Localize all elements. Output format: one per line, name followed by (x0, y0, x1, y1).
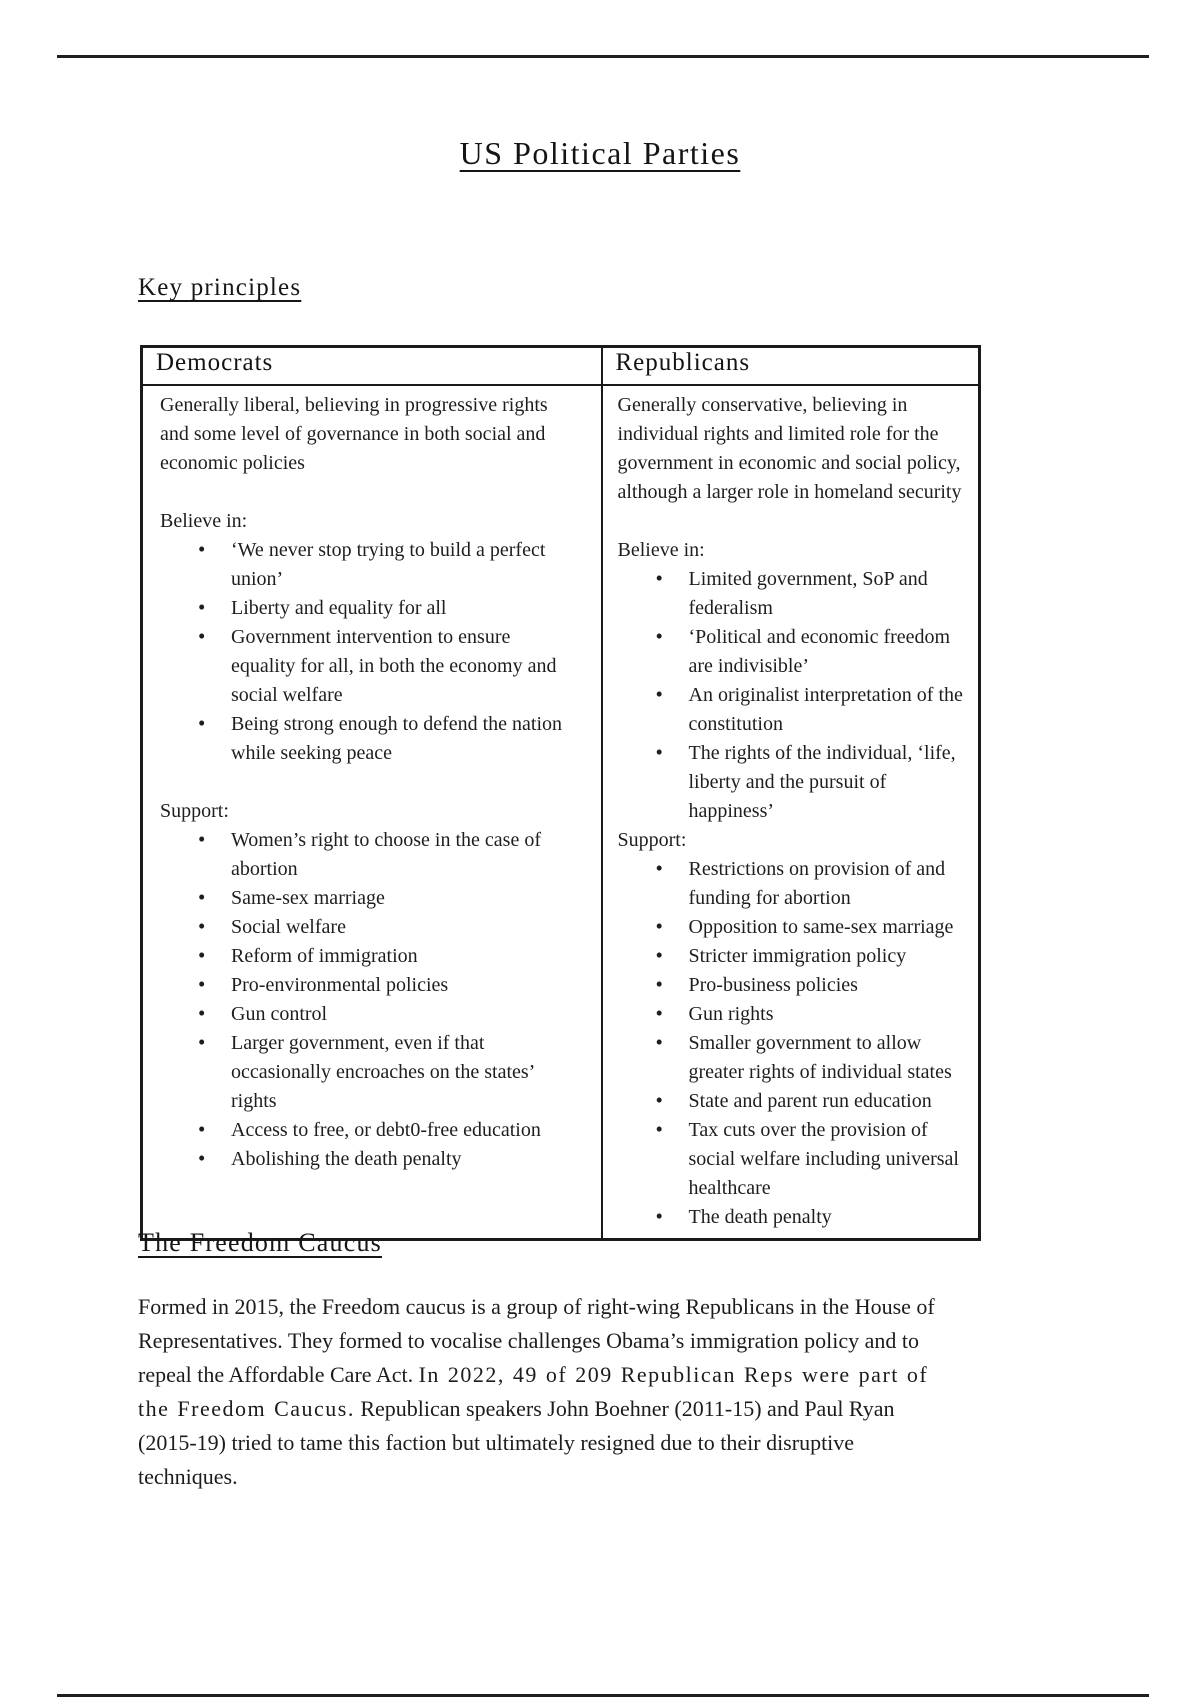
bullet-item: • Gun rights (689, 1000, 971, 1029)
table-header-republicans: Republicans (602, 347, 980, 386)
bullet-item: • Being strong enough to defend the nation while seeking peace (231, 710, 579, 768)
bullet-item: • Reform of immigration (231, 942, 579, 971)
bullet-item: • Limited government, SoP and federalism (689, 565, 971, 623)
table-header-row (142, 347, 980, 386)
democrats-believe-label: Believe in: (160, 510, 248, 532)
bullet-item: • Larger government, even if that occasionally encroaches on the states’ rights (231, 1029, 579, 1116)
bullet-item: • Smaller government to allow greater rights of individual states (689, 1029, 971, 1087)
republicans-support-list (618, 855, 971, 1232)
bottom-rule (57, 1694, 1149, 1697)
paragraph-text-1: Formed in 2015, the Freedom caucus is a group of right-wing Republicans in the House of Representatives. They formed to vocalise challenges Obama’s immigration policy and to repeal the Affordable Care Act. (138, 1294, 935, 1387)
bullet-item: • Pro-environmental policies (231, 971, 579, 1000)
section-heading-key-principles: Key principles (138, 274, 302, 301)
bullet-item: • Gun control (231, 1000, 579, 1029)
paragraph-text-spaced: In 2022, 49 of 209 Republican Reps were part of the Freedom Caucus. (138, 1362, 929, 1421)
bullet-item: • Opposition to same-sex marriage (689, 913, 971, 942)
table-body-row (142, 385, 980, 1240)
bullet-item: • Access to free, or debt0-free education (231, 1116, 579, 1145)
bullet-item: • The death penalty (689, 1203, 971, 1232)
bullet-item: • Tax cuts over the provision of social welfare including universal healthcare (689, 1116, 971, 1203)
republicans-intro: Generally conservative, believing in individual rights and limited role for the government in economic and social policy, although a larger role in homeland security (617, 394, 962, 503)
democrats-support-list (160, 826, 579, 1174)
bullet-item: • Restrictions on provision of and funding for abortion (689, 855, 971, 913)
bullet-item: • An originalist interpretation of the constitution (689, 681, 971, 739)
bullet-item: • ‘Political and economic freedom are indivisible’ (689, 623, 971, 681)
bullet-item: • Social welfare (231, 913, 579, 942)
republicans-cell-content (603, 391, 979, 1232)
table-header-democrats: Democrats (142, 347, 602, 386)
bullet-item: • Women’s right to choose in the case of abortion (231, 826, 579, 884)
republicans-believe-list (618, 565, 971, 826)
democrats-cell (142, 385, 602, 1240)
republicans-believe-label: Believe in: (617, 539, 705, 561)
republicans-support-label: Support: (617, 829, 687, 851)
freedom-caucus-paragraph (138, 1290, 944, 1494)
paragraph-text-2: Republican speakers John Boehner (2011-15) and Paul Ryan (2015-19) tried to tame this faction but ultimately resigned due to their disruptive techniques. (138, 1396, 895, 1489)
principles-table (140, 345, 981, 1241)
bullet-item: • The rights of the individual, ‘life, liberty and the pursuit of happiness’ (689, 739, 971, 826)
republicans-cell (602, 385, 980, 1240)
bullet-item: • State and parent run education (689, 1087, 971, 1116)
bullet-item: • ‘We never stop trying to build a perfect union’ (231, 536, 579, 594)
bullet-item: • Same-sex marriage (231, 884, 579, 913)
section-heading-freedom-caucus: The Freedom Caucus (138, 1228, 382, 1257)
page-title-text: US Political Parties (459, 135, 741, 171)
democrats-support-label: Support: (160, 800, 229, 822)
bullet-item: • Pro-business policies (689, 971, 971, 1000)
bullet-item: • Stricter immigration policy (689, 942, 971, 971)
democrats-cell-content (143, 391, 601, 1174)
bullet-item: • Liberty and equality for all (231, 594, 579, 623)
page-title (0, 135, 1200, 172)
bullet-item: • Abolishing the death penalty (231, 1145, 579, 1174)
top-rule (57, 55, 1149, 58)
democrats-intro: Generally liberal, believing in progressive rights and some level of governance in both social and economic policies (160, 394, 548, 474)
democrats-believe-list (160, 536, 579, 768)
bullet-item: • Government intervention to ensure equality for all, in both the economy and social welfare (231, 623, 579, 710)
